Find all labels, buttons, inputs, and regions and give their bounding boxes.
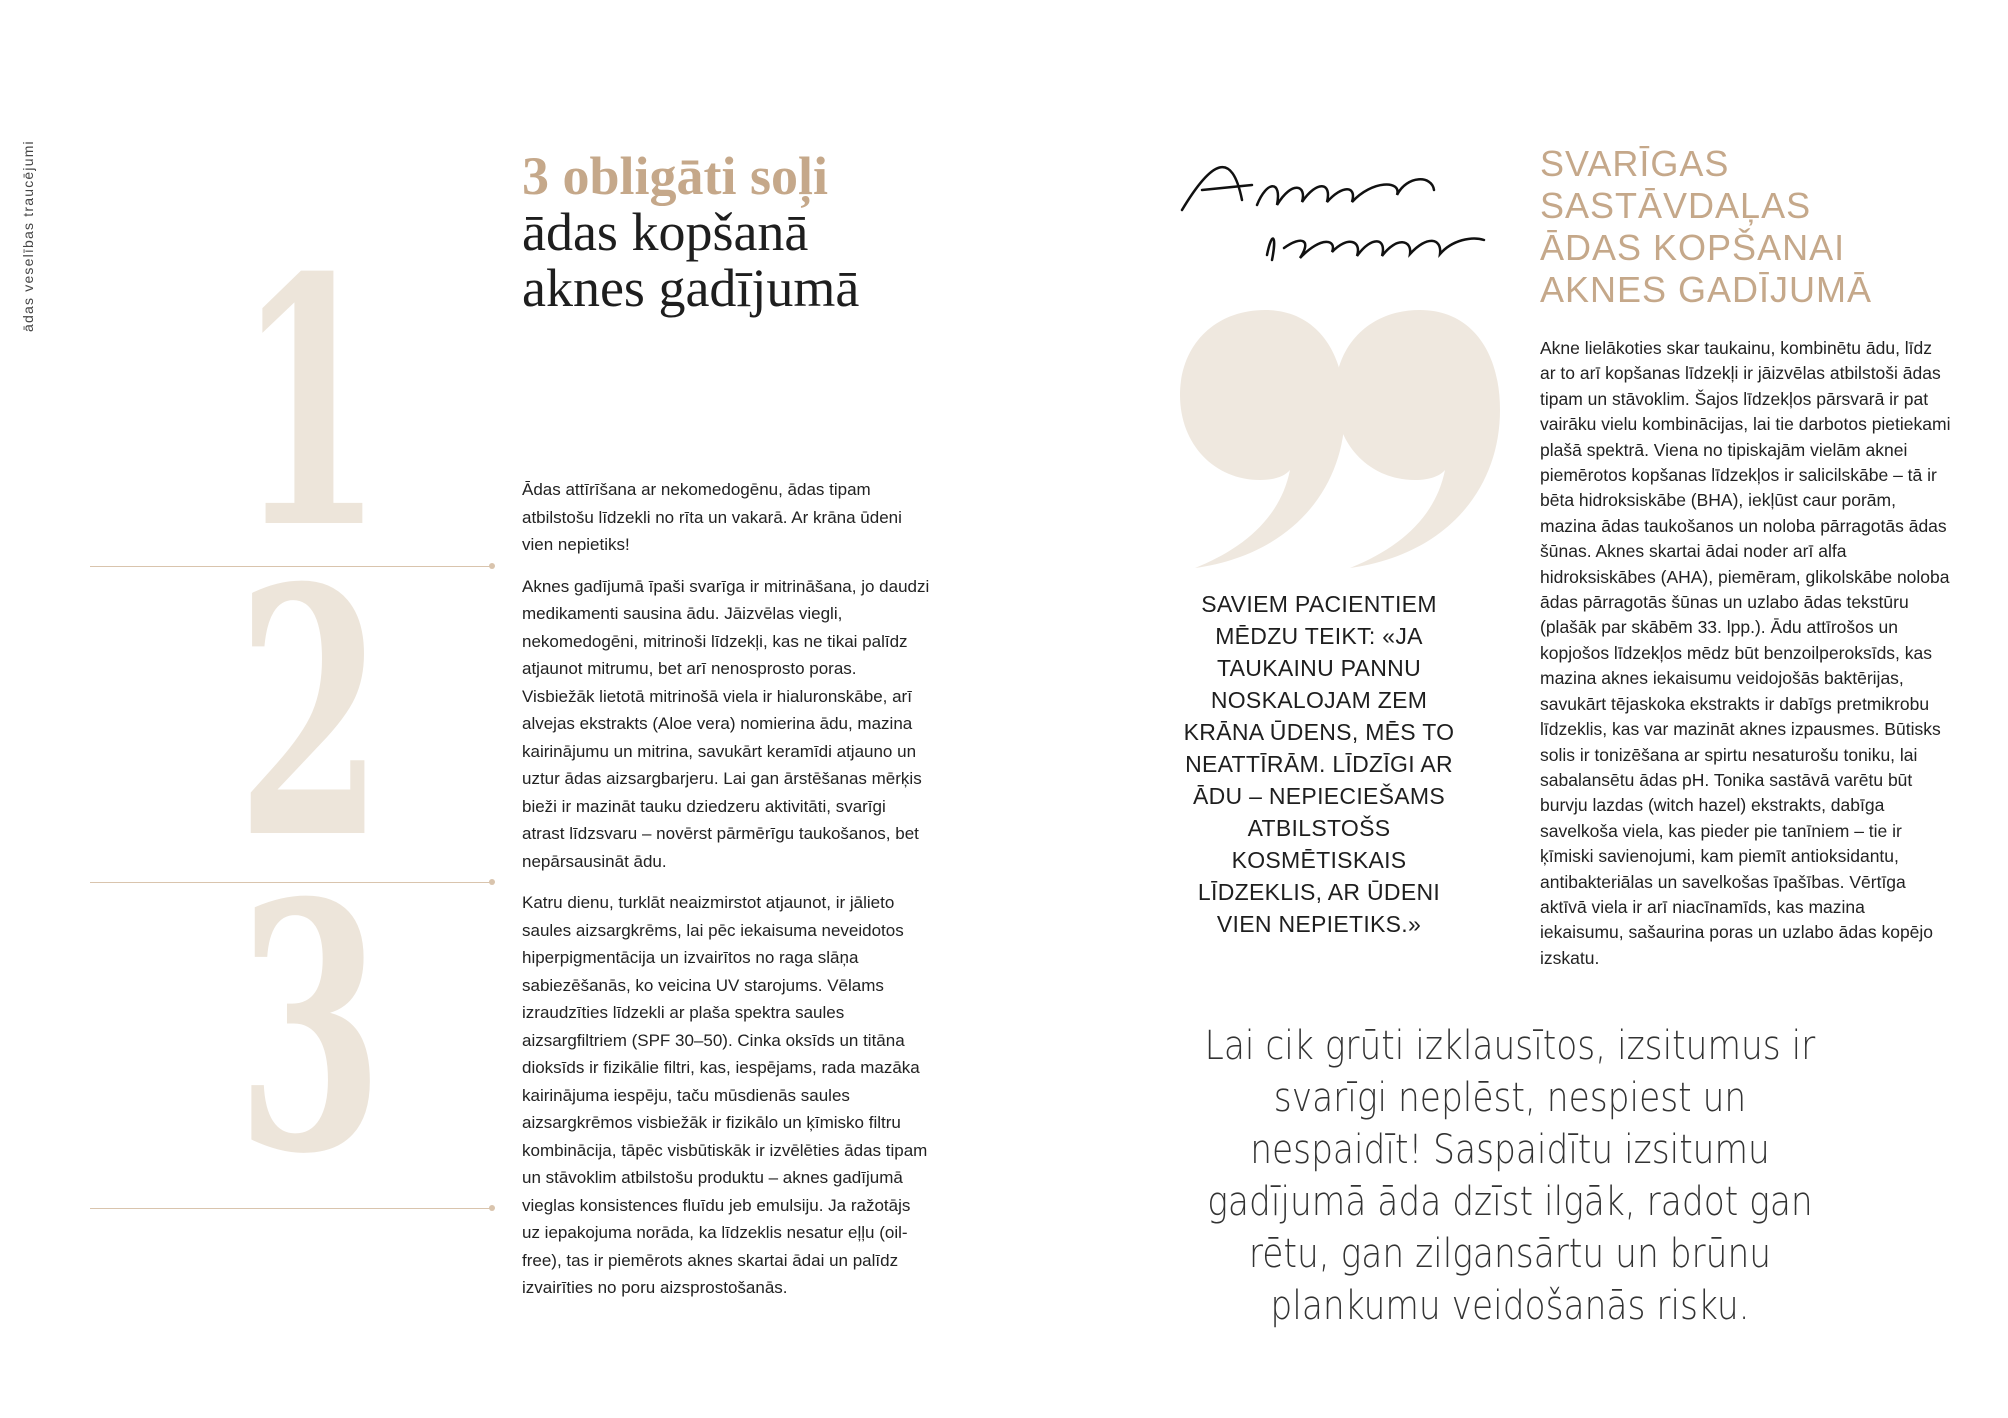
article-title-rest: ādas kopšanā aknes gadījumā bbox=[522, 202, 860, 318]
numeral-divider bbox=[90, 882, 492, 883]
article-title-accent: 3 obligāti soļi bbox=[522, 146, 829, 206]
doctor-quote: SAVIEM PACIENTIEM MĒDZU TEIKT: «JA TAUKAINU PANNU NOSKALOJAM ZEM KRĀNA ŪDENS, MĒS TO NEATTĪRĀM. LĪDZĪGI AR ĀDU – NEPIECIEŠAMS ATBILSTOŠS KOSMĒTISKAIS LĪDZEKLIS, AR ŪDENI VIEN NEPIETIKS.» bbox=[1183, 591, 1455, 937]
step-paragraph-2: Aknes gadījumā īpaši svarīga ir mitrināšana, jo daudzi medikamenti sausina ādu. Jāizvēlas viegli, nekomedogēni, mitrinoši līdzekļi, kas ne tikai palīdz atjaunot mitrumu, bet arī nenosprosto poras. Visbiežāk lietotā mitrinošā viela ir hialuronskābe, arī alvejas ekstrakts (Aloe vera) nomierina ādu, mazina kairinājumu un mitrina, savukārt keramīdi atjauno un uztur ādas aizsargbarjeru. Lai gan ārstēšanas mērķis bieži ir mazināt tauku dziedzeru aktivitāti, svarīgi atrast līdzsvaru – novērst pārmērīgu taukošanos, bet nepārsausināt ādu. bbox=[522, 576, 930, 871]
handwritten-signature bbox=[1172, 140, 1492, 280]
numeral-divider bbox=[90, 566, 492, 567]
big-numeral-3: 3 bbox=[236, 830, 384, 1229]
ingredients-title: SVARĪGAS SASTĀVDAĻAS ĀDAS KOPŠANAI AKNES GADĪJUMĀ bbox=[1540, 143, 1873, 310]
pull-quote: Lai cik grūti izklausītos, izsitumus ir svarīgi neplēst, nespiest un nespaidīt! Saspaidītu izsitumu gadījumā āda dzīst ilgāk, radot gan rētu, gan zilgansārtu un brūnu plankumu veidošanās risku. bbox=[1204, 1023, 1816, 1329]
big-numeral-2: 2 bbox=[236, 515, 384, 914]
ingredients-body: Akne lielākoties skar taukainu, kombinētu ādu, līdz ar to arī kopšanas līdzekļi ir jāizvēlas atbilstoši ādas tipam un stāvoklim. Šajos līdzekļos pārsvarā ir pat vairāku vielu kombinācijas, lai tie darbotos pietiekami plašā spektrā. Viena no tipiskajām vielām aknei piemērotos kopšanas līdzekļos ir salicilskābe – tā ir bēta hidroksiskābe (BHA), iekļūst caur porām, mazina ādas taukošanos un noloba pārragotās ādas šūnas. Aknes skartai ādai noder arī alfa hidroksiskābes (AHA), piemēram, glikolskābe noloba ādas pārragotās šūnas un uzlabo ādas tekstūru (plašāk par skābēm 33. lpp.). Ādu attīrošos un kopjošos līdzekļos mēdz būt benzoilperoksīds, kas mazina aknes iekaisumu veidojošās baktērijas, savukārt tējaskoka ekstrakts ir dabīgs pretmikrobu līdzeklis, kas var mazināt aknes izpausmes. Būtisks solis ir tonizēšana ar spirtu nesaturošu toniku, lai sabalansētu ādas pH. Tonika sastāvā varētu būt burvju lazdas (witch hazel) ekstrakts, dabīga savelkoša viela, kas pieder pie tanīniem – tie ir ķīmiski savienojumi, kam piemīt antioksidantu, antibakteriālas un savelkošas īpašības. Vērtīga aktīvā viela ir arī niacīnamīds, kas mazina iekaisumu, sašaurina poras un uzlabo ādas kopējo izskatu. bbox=[1540, 338, 1951, 968]
section-side-label: ādas veselības traucējumi bbox=[20, 140, 36, 332]
steps-body-column bbox=[522, 476, 930, 1316]
step-paragraph-3: Katru dienu, turklāt neaizmirstot atjaunot, ir jālieto saules aizsargkrēms, lai pēc iekaisuma neveidotos hiperpigmentācija un izvairītos no raga slāņa sabiezēšanās, ko veicina UV starojums. Vēlams izraudzīties līdzekli ar plaša spektra saules aizsargfiltriem (SPF 30–50). Cinka oksīds un titāna dioksīds ir fizikālie filtri, kas, iespējams, rada mazāka kairinājuma iespēju, taču mūsdienās saules aizsargkrēmos visbiežāk ir fizikālo un ķīmisko filtru kombinācija, tāpēc visbūtiskāk ir izvēlēties ādas tipam un stāvoklim atbilstošu produktu – aknes gadījumā vieglas konsistences fluīdu jeb emulsiju. Ja ražotājs uz iepakojuma norāda, ka līdzeklis nesatur eļļu (oil-free), tas ir piemērots aknes skartai ādai un palīdz izvairīties no poru aizsprostošanās. bbox=[522, 893, 928, 1297]
big-numeral-1: 1 bbox=[236, 205, 384, 604]
article-title bbox=[522, 148, 882, 316]
numeral-divider bbox=[90, 1208, 492, 1209]
quote-mark-icon bbox=[1170, 310, 1500, 570]
step-paragraph-1: Ādas attīrīšana ar nekomedogēnu, ādas tipam atbilstošu līdzekli no rīta un vakarā. Ar krāna ūdeni vien nepietiks! bbox=[522, 480, 902, 554]
